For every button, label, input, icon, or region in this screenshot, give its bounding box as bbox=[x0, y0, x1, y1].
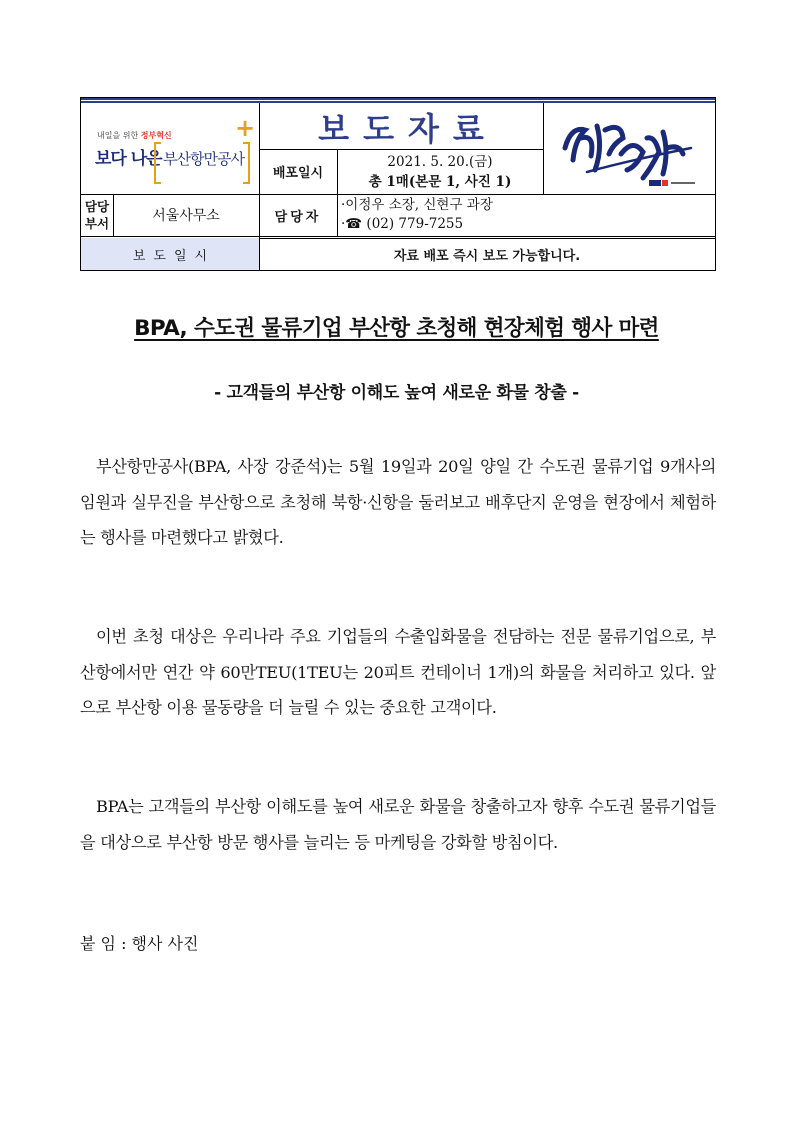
press-release-header bbox=[80, 97, 716, 271]
contact-label: 담당자 bbox=[274, 209, 322, 225]
slogan-small: 내일을 위한 정부혁신 bbox=[97, 131, 172, 140]
calligraphy-logo-icon bbox=[551, 108, 711, 194]
bracket-left-icon bbox=[154, 142, 161, 184]
dept-label: 담당 부서 bbox=[84, 199, 110, 231]
bracket-right-icon bbox=[243, 142, 250, 184]
contact-phone: (02) 779-7255 bbox=[366, 216, 464, 232]
article-headline: BPA, 수도권 물류기업 부산항 초청해 현장체험 행사 마련 bbox=[134, 316, 659, 341]
distribution-pages: 총 1매(본문 1, 사진 1) bbox=[368, 173, 512, 190]
article-subheadline: - 고객들의 부산항 이해도 높여 새로운 화물 창출 - bbox=[214, 383, 579, 403]
grid-line bbox=[81, 236, 715, 237]
header-top-rule bbox=[81, 98, 715, 103]
article-paragraph-2: 이번 초청 대상은 우리나라 주요 기업들의 수출입화물을 전담하는 전문 물류기업으로, 부산항에서만 연간 약 60만TEU(1TEU는 20피트 컨테이너 1개)의 화물을 처리하고 있다. 앞으로 부산항 이용 물동량을 더 늘릴 수 있는 중요한 고객이다. bbox=[80, 627, 716, 717]
slogan-main: 보다 나은 bbox=[95, 149, 162, 169]
release-label: 보도일시 bbox=[81, 238, 259, 270]
page-title: 보도자료 bbox=[318, 109, 498, 148]
busan-port-calligraphy-logo bbox=[551, 108, 711, 194]
distribution-date: 2021. 5. 20.(금) bbox=[387, 153, 493, 170]
article-paragraph-3: BPA는 고객들의 부산항 이해도를 높여 새로운 화물을 창출하고자 향후 수도권 물류기업들을 대상으로 부산항 방문 행사를 늘리는 등 마케팅을 강화할 방침이다. bbox=[80, 797, 716, 852]
bpa-slogan-logo bbox=[87, 116, 255, 196]
phone-icon: ☎ bbox=[345, 216, 363, 232]
org-name: 부산항만공사 bbox=[163, 150, 244, 168]
attachment-note: 붙 임 : 행사 사진 bbox=[80, 934, 199, 953]
distribution-label: 배포일시 bbox=[272, 166, 324, 181]
grid-line bbox=[543, 103, 544, 194]
distribution-info bbox=[337, 149, 543, 194]
plus-icon: + bbox=[235, 114, 256, 142]
contact-names: ·이정우 소장, 신현구 과장 bbox=[341, 197, 493, 213]
contact-info bbox=[341, 196, 711, 236]
dept-value: 서울사무소 bbox=[152, 208, 220, 224]
article-paragraph-1: 부산항만공사(BPA, 사장 강준석)는 5월 19일과 20일 양일 간 수도권 물류기업 9개사의 임원과 실무진을 부산항으로 초청해 북항·신항을 둘러보고 배후단지 운영을 현장에서 체험하는 행사를 마련했다고 밝혔다. bbox=[80, 457, 716, 547]
release-value: 자료 배포 즉시 보도 가능합니다. bbox=[393, 248, 581, 264]
contact-phone-line: ·☎ (02) 779-7255 bbox=[341, 216, 464, 232]
